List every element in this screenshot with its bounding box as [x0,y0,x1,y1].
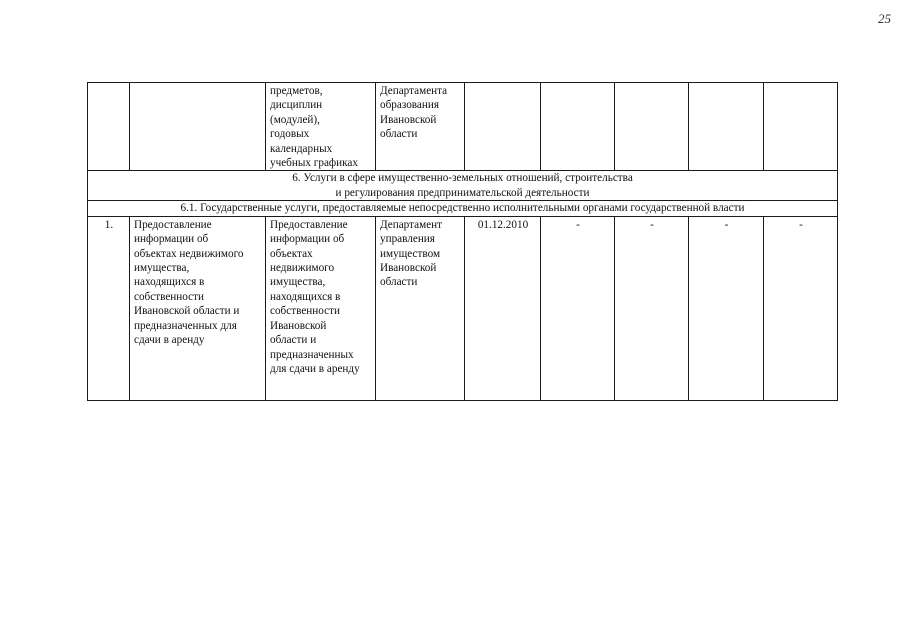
cell-line: имущества, [134,262,190,275]
section-heading-line1: 6. Услуги в сфере имущественно-земельных отношений, строительства [292,172,633,185]
cell-line: сдачи в аренду [134,334,205,347]
cell-col6: - [541,216,615,400]
cell-line: собственности [270,305,340,318]
cell-line: имуществом [380,247,441,260]
table-row [88,216,838,400]
services-table [87,82,838,401]
cell-line: Департамент [380,218,443,231]
cell-line: образования [380,99,440,112]
cell-line: календарных [270,142,333,155]
cell-number: 1. [88,216,130,400]
cell-service-description [266,216,376,400]
cell-line: Предоставление [270,218,348,231]
cell-service-description [266,83,376,171]
cell-col8: - [689,216,764,400]
subsection-heading [88,201,838,216]
cell-line: области и [270,334,317,347]
cell-line: находящихся в [270,290,341,303]
cell-line: предназначенных для [134,319,237,332]
cell-responsible-body [376,83,465,171]
cell-line: дисциплин [270,99,323,112]
cell-line: годовых [270,128,310,141]
cell-line: области [380,276,418,289]
cell-col7: - [615,216,689,400]
cell-line: учебных графиках [270,157,358,170]
cell-line: недвижимого [270,262,335,275]
cell-responsible-body [376,216,465,400]
cell-line: Ивановской [380,113,437,126]
cell-line: информации об [134,233,209,246]
cell-line: области [380,128,418,141]
page-number: 25 [878,11,891,26]
cell-line: объектах недвижимого [134,247,244,260]
cell-line: Департамента [380,85,448,97]
cell-line: собственности [134,290,204,303]
cell-col9: - [764,216,838,400]
cell-line: объектах [270,247,313,260]
cell-date [465,83,541,171]
cell-line: Ивановской области и [134,305,240,318]
cell-line: Ивановской [380,262,437,275]
cell-line: управления [380,233,435,246]
cell-col6 [541,83,615,171]
cell-line: предметов, [270,85,323,97]
cell-line: предназначенных [270,348,354,361]
cell-line: Предоставление [134,218,212,231]
cell-line: имущества, [270,276,326,289]
section-heading [88,171,838,201]
subsection-heading-text: 6.1. Государственные услуги, предоставляемые непосредственно исполнительными органами государственной власти [180,202,745,215]
table-row-section-heading [88,171,838,201]
cell-number [88,83,130,171]
cell-line: Ивановской [270,319,327,332]
cell-line: находящихся в [134,276,205,289]
cell-col9 [764,83,838,171]
table-row-subsection-heading [88,201,838,216]
cell-date: 01.12.2010 [465,216,541,400]
cell-col7 [615,83,689,171]
table-row-continuation [88,83,838,171]
cell-line: для сдачи в аренду [270,362,360,375]
cell-col8 [689,83,764,171]
cell-service-name [130,83,266,171]
cell-line: (модулей), [270,113,320,126]
section-heading-line2: и регулирования предпринимательской деятельности [335,186,590,199]
cell-service-name [130,216,266,400]
cell-line: информации об [270,233,345,246]
